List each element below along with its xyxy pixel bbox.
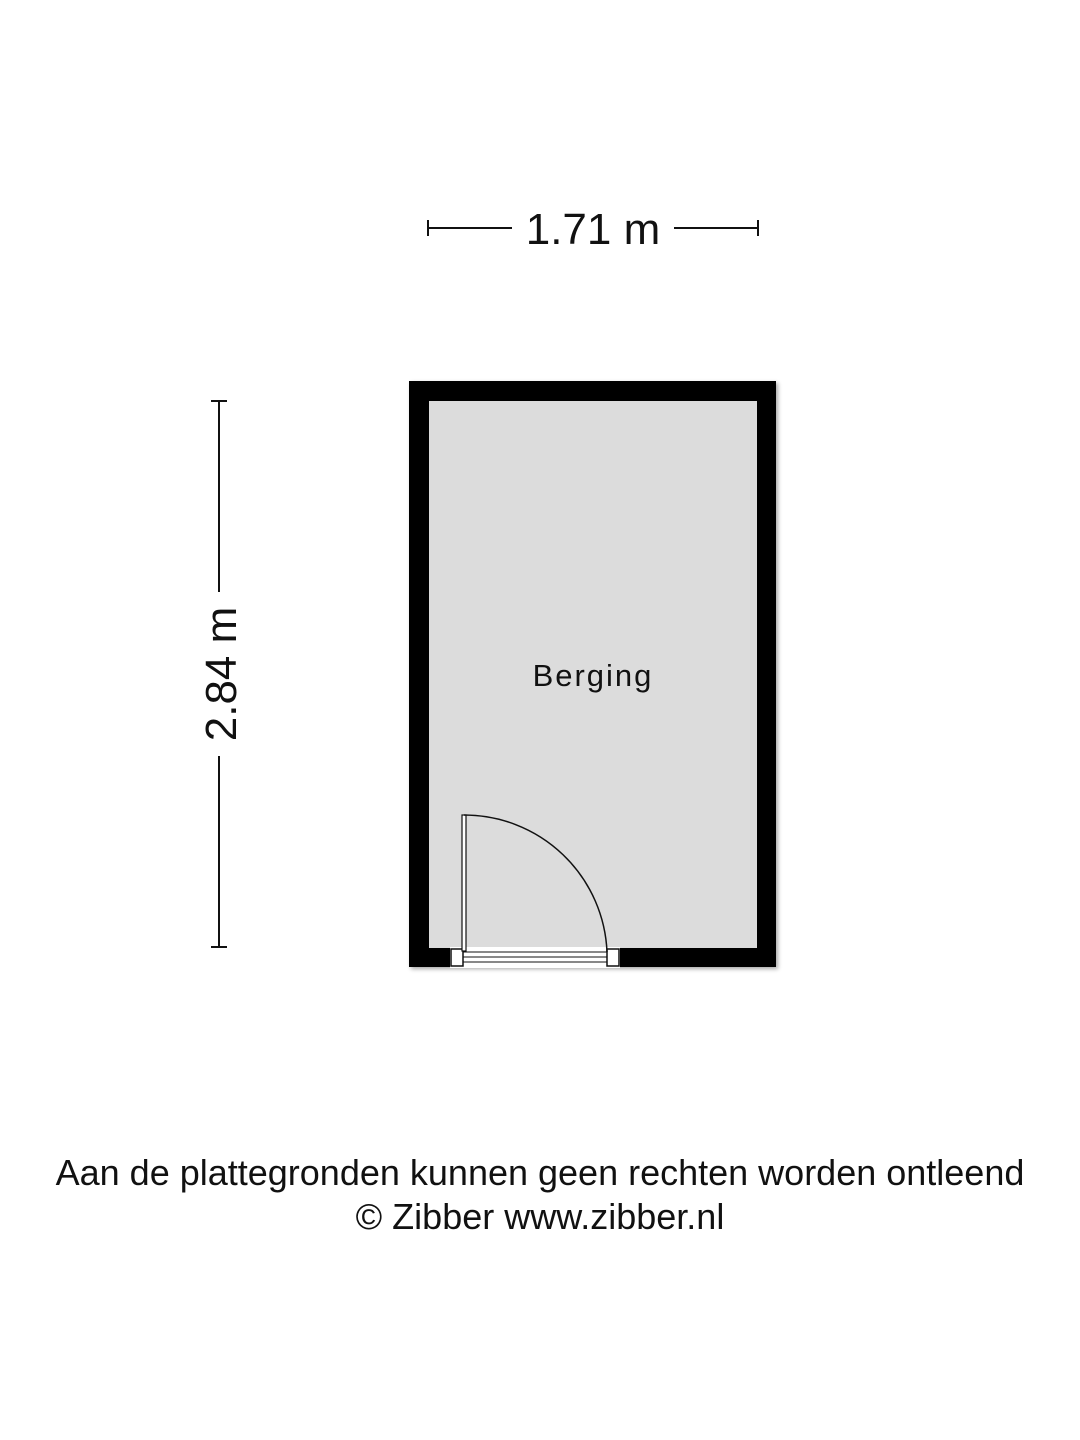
door-leaf [462,815,466,951]
copyright-text: © Zibber www.zibber.nl [355,1196,725,1237]
door-frame-left [451,949,463,966]
disclaimer-text: Aan de plattegronden kunnen geen rechten worden ontleend [55,1152,1025,1193]
door-frame-right [607,949,619,966]
height-dimension-label: 2.84 m [197,606,246,742]
height-dimension [197,401,246,947]
width-dimension [428,205,758,254]
room-label: Berging [532,658,654,693]
width-dimension-label: 1.71 m [525,205,661,254]
